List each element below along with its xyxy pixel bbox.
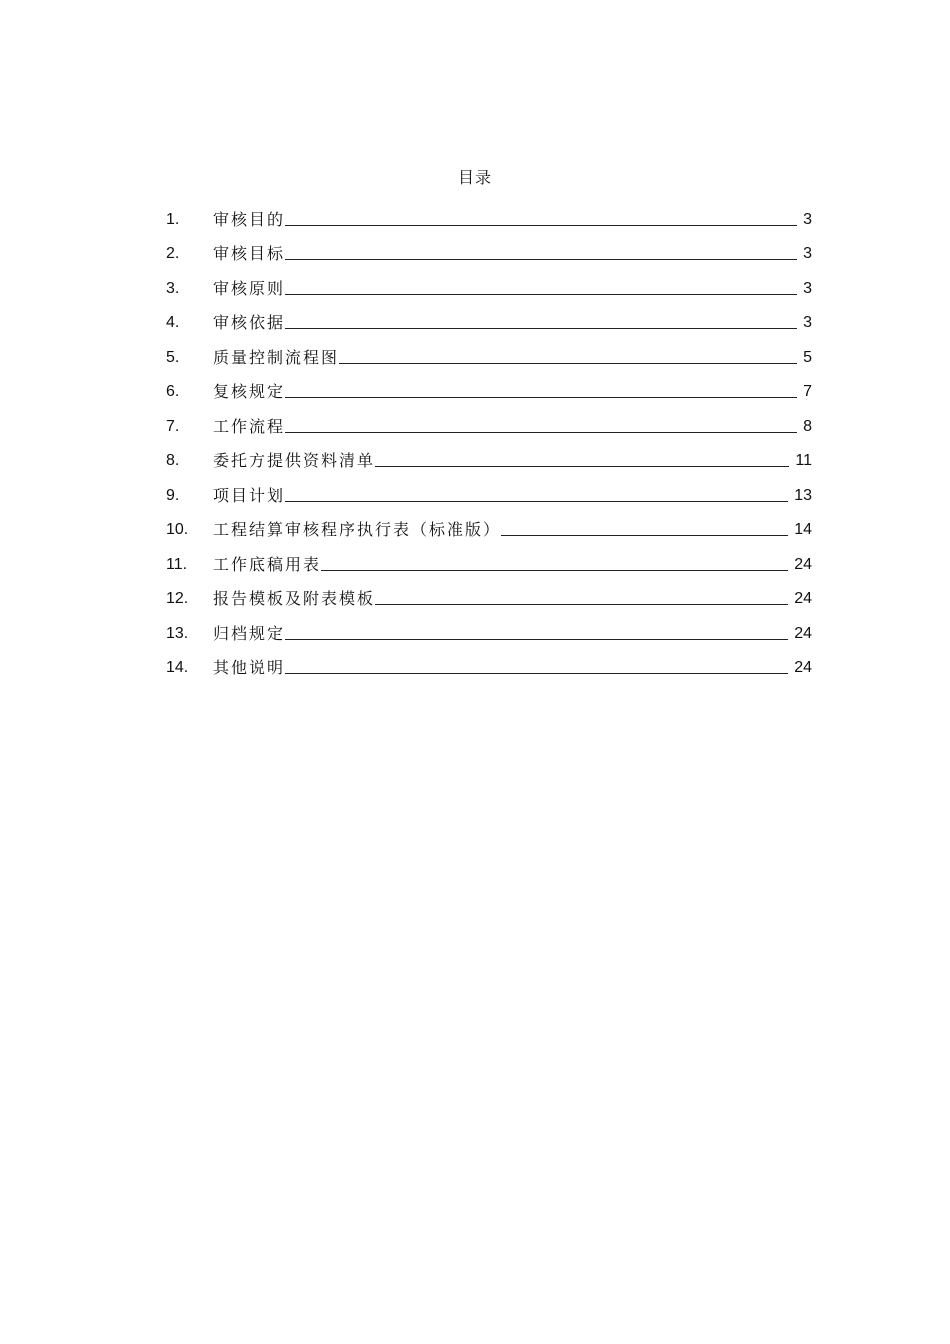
toc-leader-line	[375, 465, 789, 467]
toc-entry-number: 6.	[166, 383, 180, 400]
toc-entry-label: 工作底稿用表	[213, 554, 322, 574]
toc-leader-line	[285, 293, 797, 295]
toc-entry-label: 委托方提供资料清单	[213, 451, 376, 470]
toc-entry-label: 审核原则	[213, 278, 286, 298]
toc-leader-line	[285, 327, 797, 329]
toc-entry[interactable]	[166, 196, 812, 231]
toc-leader-line	[285, 224, 797, 226]
toc-entry-page: 14	[794, 521, 812, 538]
toc-entry-page: 24	[794, 555, 812, 573]
toc-entry-page: 8	[803, 417, 812, 435]
toc-entry-number: 9.	[166, 486, 180, 504]
toc-leader-line	[285, 638, 788, 640]
toc-entry[interactable]	[166, 541, 812, 576]
toc-entry-page: 3	[803, 314, 812, 331]
toc-entry-label: 复核规定	[213, 382, 286, 401]
toc-entry[interactable]	[166, 231, 812, 266]
toc-leader-line	[285, 431, 797, 433]
toc-entry-label: 审核目标	[213, 244, 286, 263]
toc-entry-number: 7.	[166, 417, 180, 435]
toc-entry-page: 24	[794, 624, 812, 642]
toc-leader-line	[375, 603, 788, 605]
toc-entry-number: 14.	[166, 659, 189, 676]
toc-entry-label: 其他说明	[213, 658, 286, 677]
toc-entry-page: 24	[794, 659, 812, 676]
toc-entry-number: 8.	[166, 452, 180, 469]
toc-entry-label: 质量控制流程图	[213, 347, 340, 367]
toc-entry-number: 5.	[166, 348, 180, 366]
toc-entry[interactable]	[166, 438, 812, 473]
toc-entry-page: 11	[795, 452, 812, 469]
toc-entry-number: 11.	[166, 555, 188, 573]
toc-entry-number: 12.	[166, 590, 189, 607]
toc-entry-page: 5	[803, 348, 812, 366]
toc-entry-number: 13.	[166, 624, 189, 642]
toc-entry-number: 3.	[166, 279, 180, 297]
toc-leader-line	[321, 569, 788, 571]
toc-entry-label: 工程结算审核程序执行表（标准版）	[213, 520, 502, 539]
toc-entry[interactable]	[166, 576, 812, 611]
toc-title: 目录	[457, 168, 492, 187]
toc-entry-label: 报告模板及附表模板	[213, 589, 376, 608]
toc-entry-label: 审核目的	[213, 209, 286, 229]
toc-entry-page: 13	[794, 486, 812, 504]
toc-entry-page: 7	[803, 383, 812, 400]
toc-entry-number: 1.	[166, 210, 180, 228]
toc-leader-line	[339, 362, 797, 364]
toc-leader-line	[285, 258, 797, 260]
toc-entry-page: 3	[803, 245, 812, 262]
toc-entry[interactable]	[166, 507, 812, 542]
toc-leader-line	[285, 396, 797, 398]
toc-entry-number: 2.	[166, 245, 180, 262]
toc-leader-line	[501, 534, 788, 536]
toc-entry[interactable]	[166, 610, 812, 645]
toc-entry-number: 4.	[166, 314, 180, 331]
toc-leader-line	[285, 672, 788, 674]
toc-entry-label: 工作流程	[213, 416, 286, 436]
toc-entry-page: 3	[803, 210, 812, 228]
toc-entry[interactable]	[166, 334, 812, 369]
toc-leader-line	[285, 500, 788, 502]
toc-entry[interactable]	[166, 265, 812, 300]
toc-entry[interactable]	[166, 403, 812, 438]
toc-entry-number: 10.	[166, 521, 189, 538]
toc-entry[interactable]	[166, 472, 812, 507]
toc-entry-page: 3	[803, 279, 812, 297]
toc-list	[166, 196, 812, 679]
toc-entry[interactable]	[166, 300, 812, 335]
toc-entry[interactable]	[166, 369, 812, 404]
toc-entry-label: 归档规定	[213, 623, 286, 643]
toc-entry-label: 项目计划	[213, 485, 286, 505]
toc-entry[interactable]	[166, 645, 812, 680]
toc-entry-label: 审核依据	[213, 313, 286, 332]
toc-entry-page: 24	[794, 590, 812, 607]
